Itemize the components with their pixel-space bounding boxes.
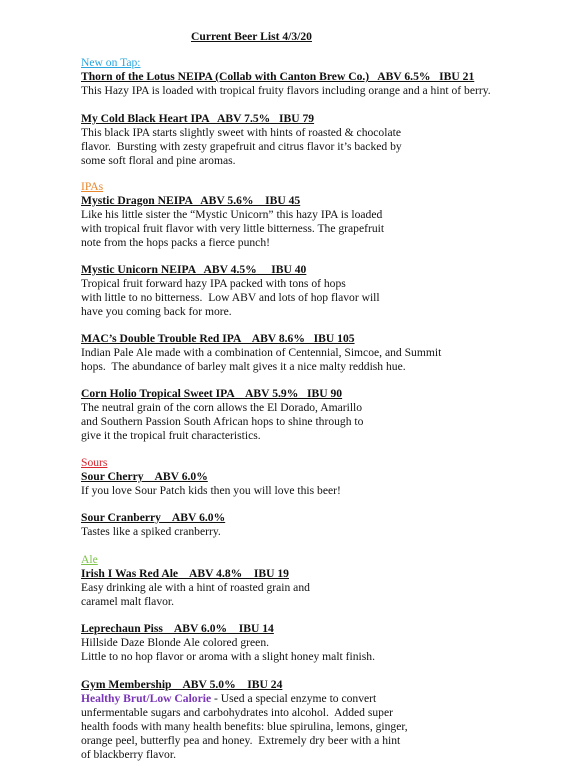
beer-name: Leprechaun Piss ABV 6.0% IBU 14 [81,622,274,635]
beer-description-line: If you love Sour Patch kids then you will love this beer! [81,483,341,497]
beer-description-line: Tropical fruit forward hazy IPA packed with tons of hops [81,276,346,290]
beer-item [81,678,541,761]
beer-description-line: Hillside Daze Blonde Ale colored green. [81,635,270,649]
page-title: Current Beer List 4/3/20 [191,30,312,43]
section-heading-ale: Ale [81,553,98,566]
beer-description-line: health foods with many health benefits: blue spirulina, lemons, ginger, [81,719,408,733]
beer-name: Thorn of the Lotus NEIPA (Collab with Canton Brew Co.) ABV 6.5% IBU 21 [81,70,475,83]
beer-name: Mystic Unicorn NEIPA ABV 4.5% IBU 40 [81,263,307,276]
beer-description-line: Indian Pale Ale made with a combination of Centennial, Simcoe, and Summit [81,345,442,359]
beer-description-line: Easy drinking ale with a hint of roasted grain and [81,580,310,594]
beer-name: Gym Membership ABV 5.0% IBU 24 [81,678,283,691]
section-heading-new-on-tap: New on Tap: [81,56,141,69]
beer-description-line: caramel malt flavor. [81,594,175,608]
beer-description-line: Little to no hop flavor or aroma with a slight honey malt finish. [81,649,375,663]
beer-description-line: Like his little sister the “Mystic Unicorn” this hazy IPA is loaded [81,207,383,221]
beer-description-line: give it the tropical fruit characteristics. [81,428,261,442]
beer-description-line: orange peel, butterfly pea and honey. Extremely dry beer with a hint [81,733,401,747]
beer-item [81,567,541,609]
beer-description-text: - Used a special enzyme to convert [211,691,377,705]
beer-description-line: This Hazy IPA is loaded with tropical fruity flavors including orange and a hint of berry. [81,83,491,97]
beer-item [81,194,541,250]
beer-description-line: with little to no bitterness. Low ABV and lots of hop flavor will [81,290,380,304]
beer-name: My Cold Black Heart IPA ABV 7.5% IBU 79 [81,112,315,125]
section-heading-ipas: IPAs [81,180,104,193]
section-heading-sours: Sours [81,456,108,469]
beer-name: MAC’s Double Trouble Red IPA ABV 8.6% IBU 105 [81,332,355,345]
beer-description-line: This black IPA starts slightly sweet with hints of roasted & chocolate [81,125,401,139]
beer-description-line: some soft floral and pine aromas. [81,153,236,167]
beer-description-line: with tropical fruit flavor with very little bitterness. The grapefruit [81,221,385,235]
beer-item [81,112,541,168]
beer-name: Sour Cranberry ABV 6.0% [81,511,226,524]
beer-name: Corn Holio Tropical Sweet IPA ABV 5.9% IBU 90 [81,387,343,400]
beer-description-line [81,692,541,706]
beer-item [81,263,541,319]
beer-item [81,511,541,539]
beer-name: Mystic Dragon NEIPA ABV 5.6% IBU 45 [81,194,301,207]
beer-description-line: The neutral grain of the corn allows the El Dorado, Amarillo [81,400,363,414]
health-note: Healthy Brut/Low Calorie [81,691,212,705]
beer-item [81,387,541,443]
beer-item [81,470,541,498]
beer-description-line: note from the hops packs a fierce punch! [81,235,270,249]
beer-item [81,332,541,374]
beer-name: Irish I Was Red Ale ABV 4.8% IBU 19 [81,567,289,580]
beer-description-line: unfermentable sugars and carbohydrates into alcohol. Added super [81,705,393,719]
beer-description-line: flavor. Bursting with zesty grapefruit and citrus flavor it’s backed by [81,139,402,153]
beer-description-line: and Southern Passion South African hops to shine through to [81,414,364,428]
beer-name: Sour Cherry ABV 6.0% [81,470,208,483]
beer-item [81,622,541,664]
beer-description-line: Tastes like a spiked cranberry. [81,524,221,538]
beer-item [81,70,541,98]
beer-description-line: hops. The abundance of barley malt gives it a nice malty reddish hue. [81,359,406,373]
beer-description-line: have you coming back for more. [81,304,232,318]
beer-description-line: of blackberry flavor. [81,747,176,761]
